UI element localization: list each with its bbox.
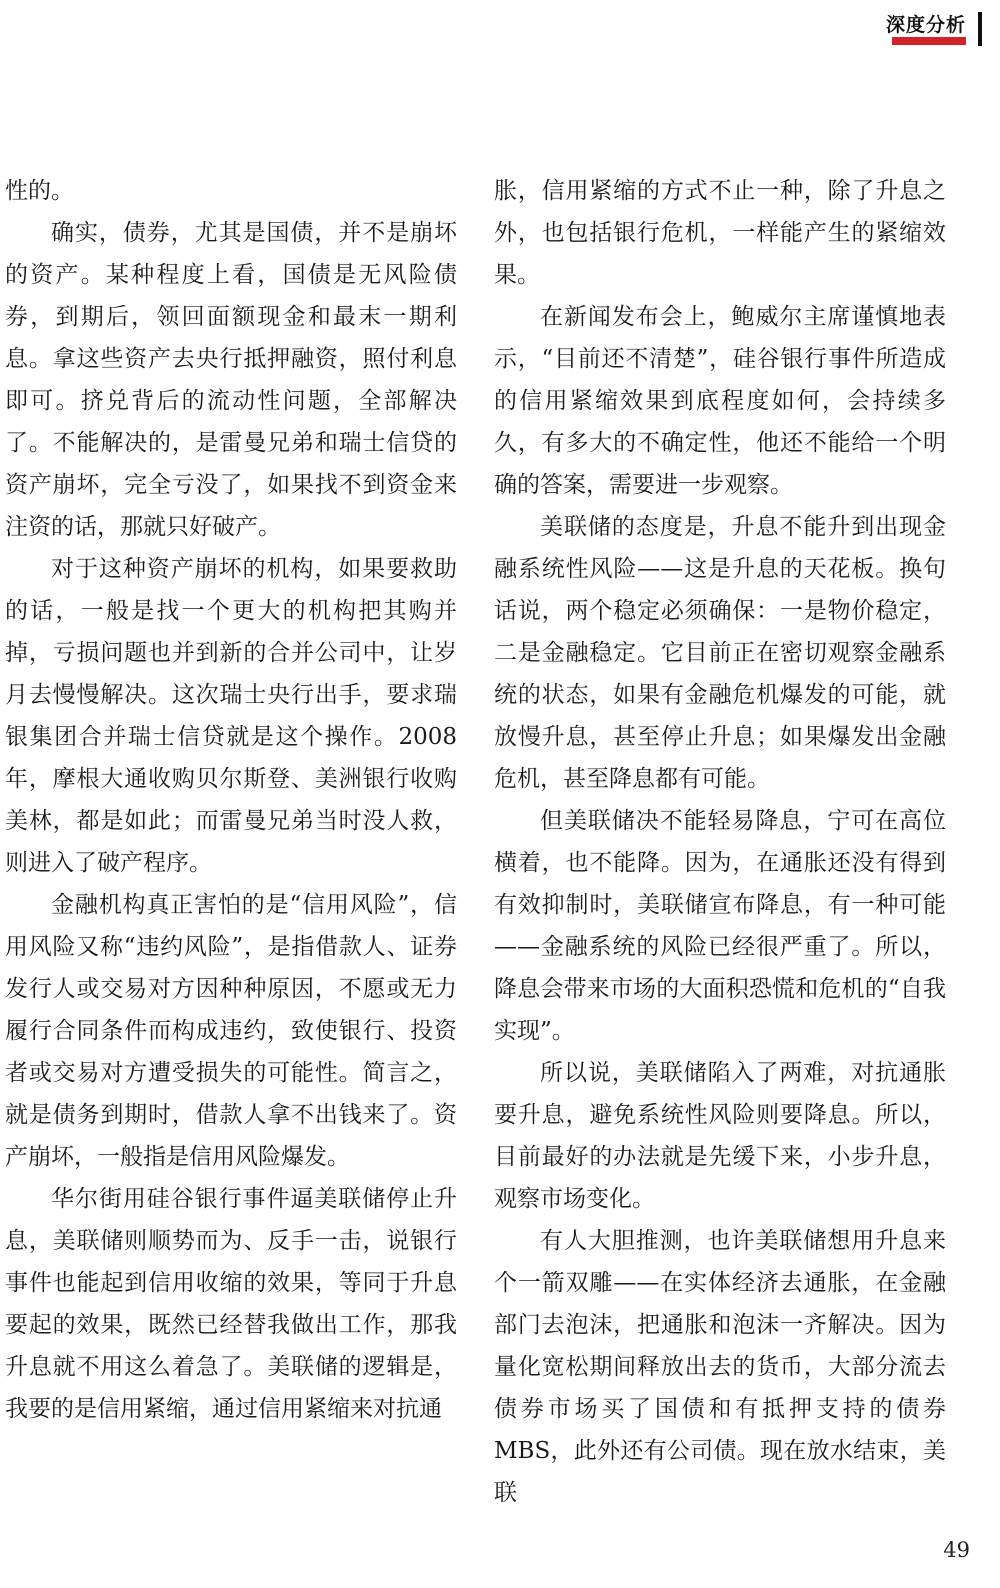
section-label: 深度分析 [885,14,966,36]
paragraph: 性的。 [5,178,74,204]
page-number: 49 [943,1538,970,1562]
paragraph: 但美联储决不能轻易降息，宁可在高位横着，也不能降。因为，在通胀还没有得到有效抑制时，美联储宣布降息，有一种可能——金融系统的风险已经很严重了。所以，降息会带来市场的大面积恐慌和危机的“自我实现”。 [494,808,946,1044]
right-column [494,170,946,1514]
paragraph: 美联储的态度是，升息不能升到出现金融系统性风险——这是升息的天花板。换句话说，两个稳定必须确保：一是物价稳定，二是金融稳定。它目前正在密切观察金融系统的状态，如果有金融危机爆发的可能，就放慢升息，甚至停止升息；如果爆发出金融危机，甚至降息都有可能。 [494,514,946,792]
section-header [880,10,1000,50]
paragraph: 胀，信用紧缩的方式不止一种，除了升息之外，也包括银行危机，一样能产生的紧缩效果。 [494,178,946,288]
section-accent-bar [892,37,966,45]
section-vertical-rule [978,12,982,46]
paragraph: 金融机构真正害怕的是“信用风险”，信用风险又称“违约风险”，是指借款人、证券发行人或交易对方因种种原因，不愿或无力履行合同条件而构成违约，致使银行、投资者或交易对方遭受损失的可能性。简言之，就是债务到期时，借款人拿不出钱来了。资产崩坏，一般指是信用风险爆发。 [5,892,457,1170]
left-column [5,170,457,1430]
paragraph: 在新闻发布会上，鲍威尔主席谨慎地表示，“目前还不清楚”，硅谷银行事件所造成的信用紧缩效果到底程度如何，会持续多久，有多大的不确定性，他还不能给一个明确的答案，需要进一步观察。 [494,304,946,498]
paragraph: 确实，债券，尤其是国债，并不是崩坏的资产。某种程度上看，国债是无风险债券，到期后，领回面额现金和最末一期利息。拿这些资产去央行抵押融资，照付利息即可。挤兑背后的流动性问题，全部解决了。不能解决的，是雷曼兄弟和瑞士信贷的资产崩坏，完全亏没了，如果找不到资金来注资的话，那就只好破产。 [5,220,457,540]
paragraph: 有人大胆推测，也许美联储想用升息来个一箭双雕——在实体经济去通胀，在金融部门去泡沫，把通胀和泡沫一齐解决。因为量化宽松期间释放出去的货币，大部分流去债券市场买了国债和有抵押支持的债券MBS，此外还有公司债。现在放水结束，美联 [494,1228,946,1506]
paragraph: 华尔街用硅谷银行事件逼美联储停止升息，美联储则顺势而为、反手一击，说银行事件也能起到信用收缩的效果，等同于升息要起的效果，既然已经替我做出工作，那我升息就不用这么着急了。美联储的逻辑是，我要的是信用紧缩，通过信用紧缩来对抗通 [5,1186,457,1422]
paragraph: 所以说，美联储陷入了两难，对抗通胀要升息，避免系统性风险则要降息。所以，目前最好的办法就是先缓下来，小步升息，观察市场变化。 [494,1060,946,1212]
paragraph: 对于这种资产崩坏的机构，如果要救助的话，一般是找一个更大的机构把其购并掉，亏损问题也并到新的合并公司中，让岁月去慢慢解决。这次瑞士央行出手，要求瑞银集团合并瑞士信贷就是这个操作。2008年，摩根大通收购贝尔斯登、美洲银行收购美林，都是如此；而雷曼兄弟当时没人救，则进入了破产程序。 [5,556,457,876]
